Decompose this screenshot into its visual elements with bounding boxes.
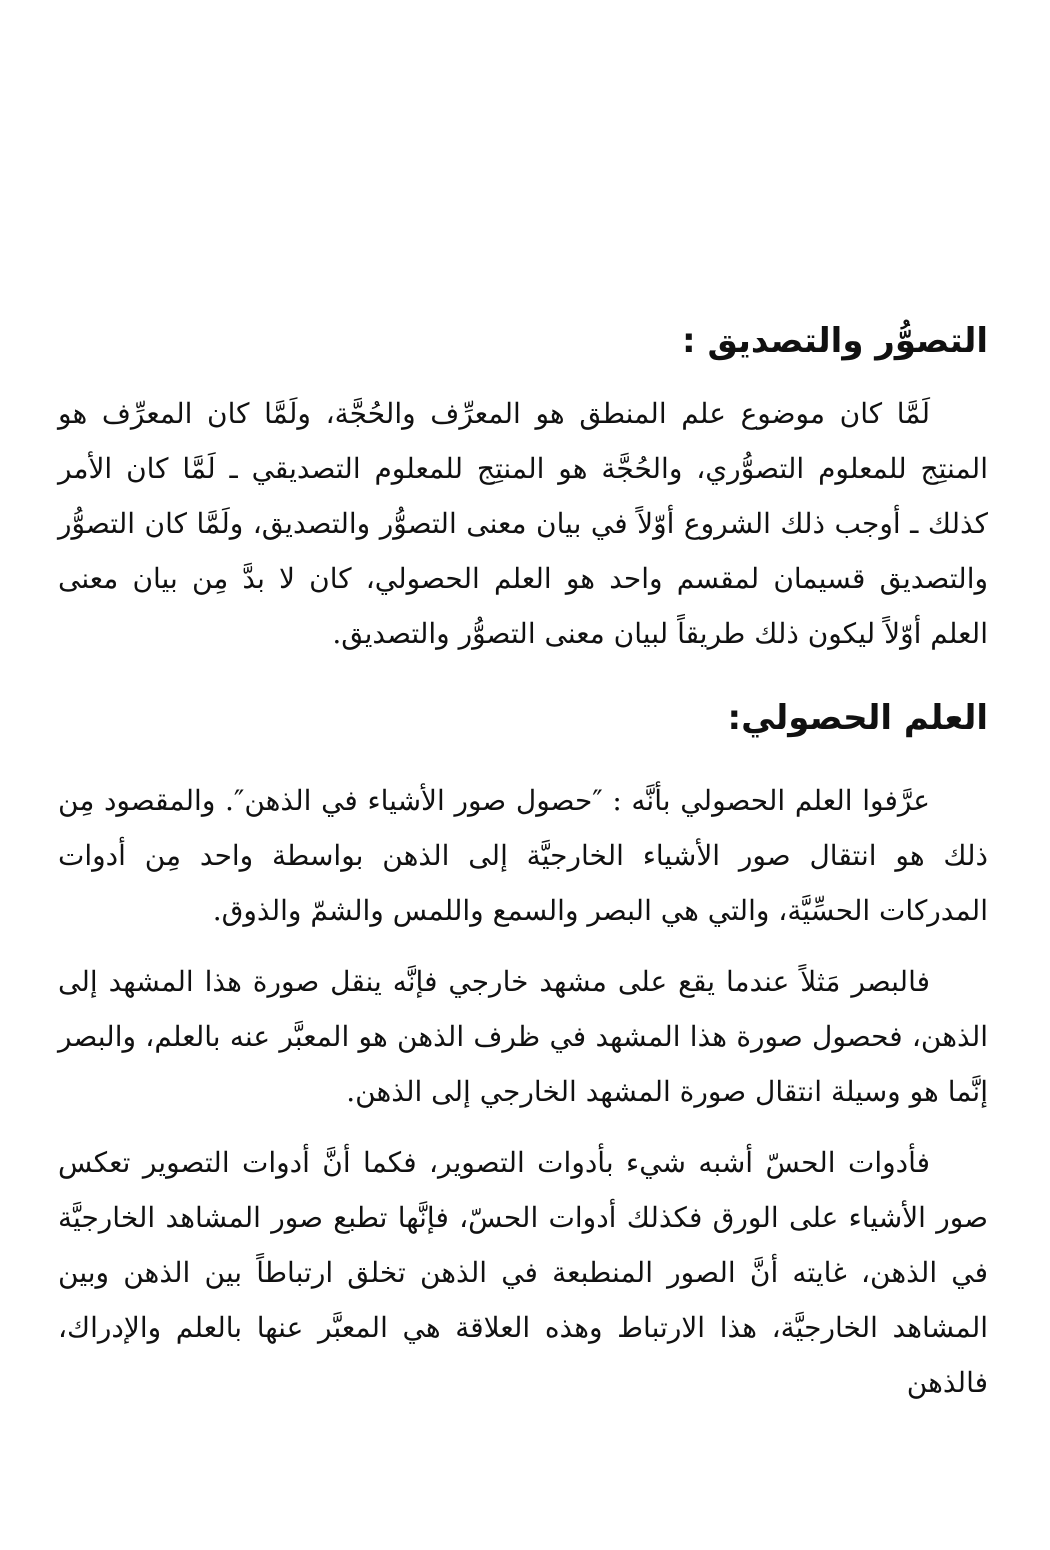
paragraph-text: فالبصر مَثلاً عندما يقع على مشهد خارجي فإنَّه ينقل صورة هذا المشهد إلى الذهن، فحصول صورة هذا المشهد في ظرف الذهن هو المعبَّر عنه بالعلم، والبصر إنَّما هو وسيلة انتقال صورة المشهد الخارجي إلى الذهن.	[58, 965, 988, 1108]
paragraph	[58, 773, 988, 938]
paragraph	[58, 1135, 988, 1410]
paragraph-text: عرَّفوا العلم الحصولي بأنَّه : ″حصول صور الأشياء في الذهن″. والمقصود مِن ذلك هو انتقال صور الأشياء الخارجيَّة إلى الذهن بواسطة واحد مِن أدوات المدركات الحسِّيَّة، والتي هي البصر والسمع واللمس والشمّ والذوق.	[58, 784, 988, 927]
section-title-ilm-husuli: العلم الحصولي:	[727, 698, 988, 738]
paragraph-text: فأدوات الحسّ أشبه شيء بأدوات التصوير، فكما أنَّ أدوات التصوير تعكس صور الأشياء على الورق فكذلك أدوات الحسّ، فإنَّها تطبع صور المشاهد الخارجيَّة في الذهن، غايته أنَّ الصور المنطبعة في الذهن تخلق ارتباطاً بين الذهن وبين المشاهد الخارجيَّة، هذا الارتباط وهذه العلاقة هي المعبَّر عنها بالعلم والإدراك، فالذهن	[58, 1146, 988, 1399]
paragraph	[58, 386, 988, 661]
paragraph-text: لَمَّا كان موضوع علم المنطق هو المعرِّف والحُجَّة، ولَمَّا كان المعرِّف هو المنتِج للمعلوم التصوُّري، والحُجَّة هو المنتِج للمعلوم التصديقي ـ لَمَّا كان الأمر كذلك ـ أوجب ذلك الشروع أوّلاً في بيان معنى التصوُّر والتصديق، ولَمَّا كان التصوُّر والتصديق قسيمان لمقسم واحد هو العلم الحصولي، كان لا بدَّ مِن بيان معنى العلم أوّلاً ليكون ذلك طريقاً لبيان معنى التصوُّر والتصديق.	[58, 397, 988, 650]
section-title-tasawwur-tasdiq: التصوُّر والتصديق :	[682, 321, 988, 361]
paragraph	[58, 954, 988, 1119]
